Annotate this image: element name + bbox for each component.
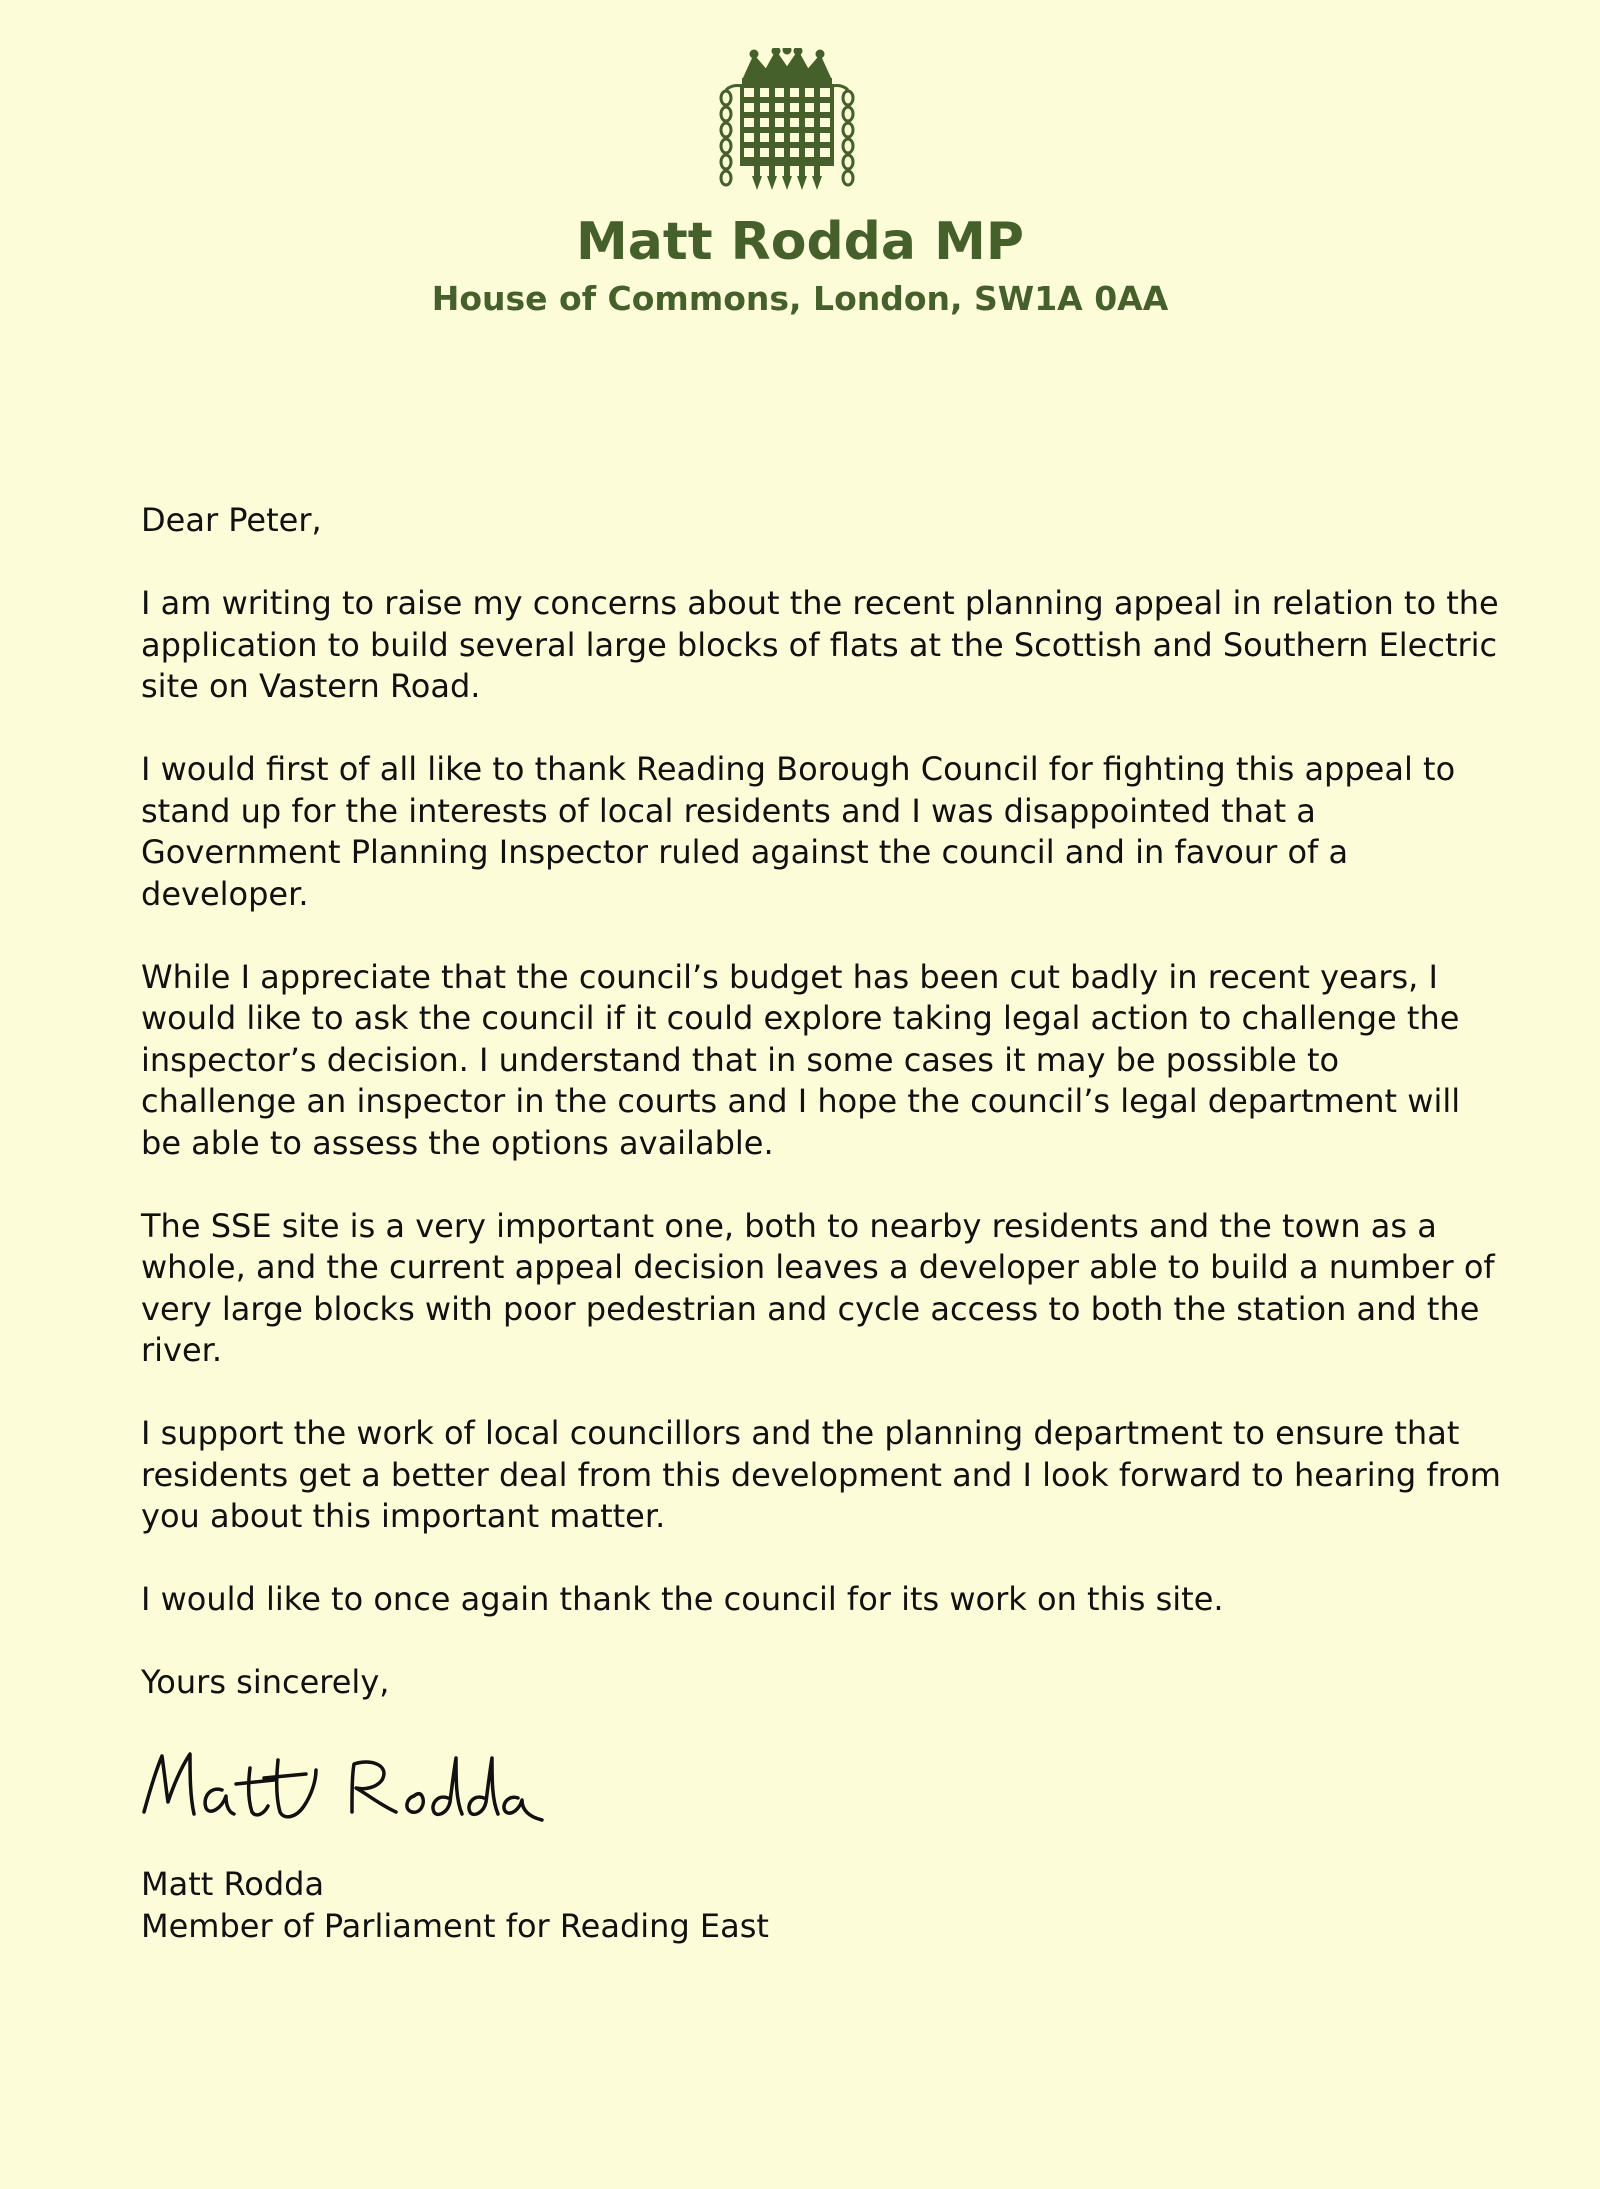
paragraph: I would first of all like to thank Reading Borough Council for fighting this appeal to stand up for the interests of local residents and I was disappointed that a Government Planning Inspector ruled against the council and in favour of a developer. (141, 750, 1456, 913)
handwritten-signature (138, 1740, 548, 1840)
portcullis-icon (714, 48, 860, 194)
signatory-name: Matt Rodda (141, 1865, 325, 1903)
letter-body (141, 500, 1501, 1745)
signatory-title: Member of Parliament for Reading East (141, 1907, 769, 1945)
closing: Yours sincerely, (141, 1663, 390, 1701)
mp-address: House of Commons, London, SW1A 0AA (431, 279, 1169, 318)
mp-name: Matt Rodda MP (576, 212, 1024, 272)
paragraph: While I appreciate that the council’s budget has been cut badly in recent years, I would like to ask the council if it could explore taking legal action to challenge the inspector’s decision. I understand that in some cases it may be possible to challenge an inspector in the courts and I hope the council’s legal department will be able to assess the options available. (141, 957, 1461, 1162)
paragraph: The SSE site is a very important one, both to nearby residents and the town as a whole, and the current appeal decision leaves a developer able to build a number of very large blocks with poor pedestrian and cycle access to both the station and the river. (141, 1206, 1495, 1369)
paragraph: I would like to once again thank the council for its work on this site. (141, 1580, 1224, 1618)
paragraph: I am writing to raise my concerns about the recent planning appeal in relation to the application to build several large blocks of flats at the Scottish and Southern Electric site on Vastern Road. (141, 584, 1499, 705)
signatory-block (141, 1863, 1441, 1947)
salutation: Dear Peter, (141, 501, 322, 539)
paragraph: I support the work of local councillors and the planning department to ensure that residents get a better deal from this development and I look forward to hearing from you about this important matter. (141, 1414, 1501, 1535)
